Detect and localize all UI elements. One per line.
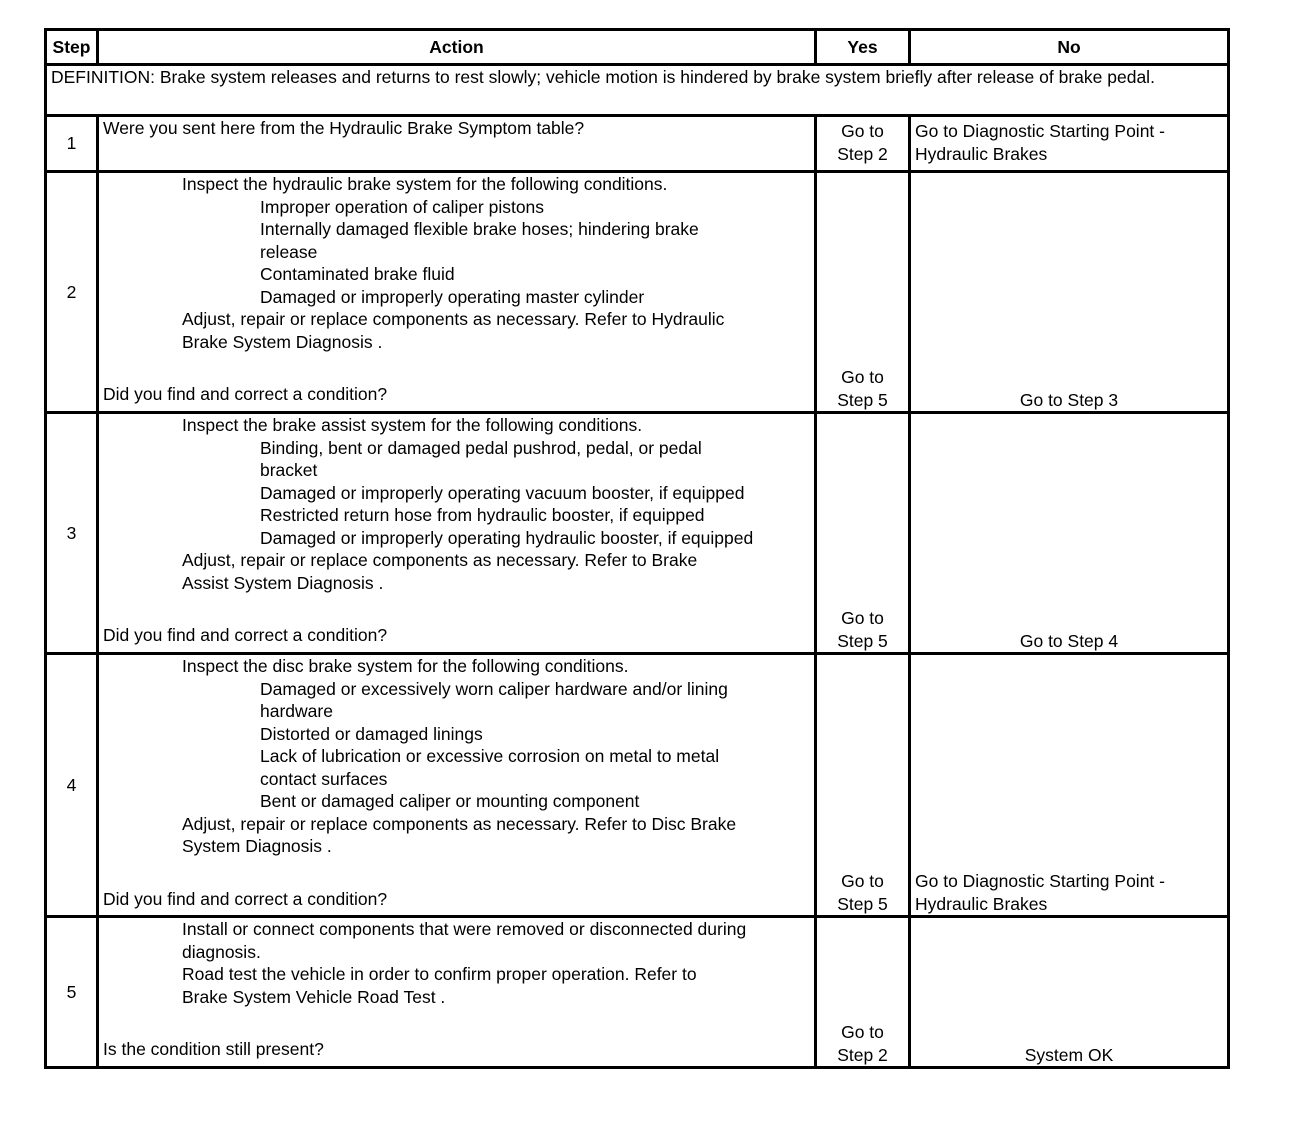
no-cell: System OK (910, 917, 1229, 1068)
condition-item: hardware (260, 701, 333, 721)
definition-text: DEFINITION: Brake system releases and returns to rest slowly; vehicle motion is hindered by brake system briefly after release of brake pedal. (46, 65, 1229, 116)
instruction-text: Adjust, repair or replace components as necessary. Refer to Disc Brake (182, 813, 737, 834)
no-line: Go to Diagnostic Starting Point - (915, 871, 1165, 891)
action-cell (98, 917, 816, 1068)
action-cell (98, 413, 816, 654)
no-cell (910, 116, 1229, 172)
no-cell: Go to Step 3 (910, 172, 1229, 413)
condition-item: bracket (260, 460, 318, 480)
condition-item: Bent or damaged caliper or mounting component (260, 791, 640, 811)
header-row (46, 30, 1229, 65)
action-cell (98, 116, 816, 172)
yes-line: Go to (841, 608, 884, 628)
yes-line: Step 2 (837, 143, 888, 164)
no-line: Hydraulic Brakes (915, 143, 1048, 164)
condition-item: Damaged or excessively worn caliper hardware and/or lining (260, 678, 728, 699)
header-action: Action (98, 30, 816, 65)
question-text: Did you find and correct a condition? (103, 625, 388, 645)
condition-item: Distorted or damaged linings (260, 723, 483, 744)
instruction-text: Brake System Diagnosis . (182, 331, 383, 352)
action-cell (98, 654, 816, 917)
step-number: 4 (46, 654, 98, 917)
condition-item: Damaged or improperly operating vacuum booster, if equipped (260, 482, 745, 503)
table-row (46, 917, 1229, 1068)
condition-item: Lack of lubrication or excessive corrosion on metal to metal (260, 746, 720, 766)
instruction-text: Install or connect components that were removed or disconnected during (182, 919, 747, 939)
instruction-text: diagnosis. (182, 941, 261, 962)
yes-cell (816, 116, 910, 172)
instruction-text: Adjust, repair or replace components as necessary. Refer to Brake (182, 550, 698, 570)
condition-item: Binding, bent or damaged pedal pushrod, pedal, or pedal (260, 437, 702, 458)
instruction-text: System Diagnosis . (182, 836, 332, 856)
question-text: Did you find and correct a condition? (103, 384, 388, 404)
yes-line: Step 5 (837, 389, 888, 410)
condition-item: Contaminated brake fluid (260, 264, 455, 284)
instruction-text: Assist System Diagnosis . (182, 572, 384, 593)
question-text: Did you find and correct a condition? (103, 888, 388, 909)
yes-line: Go to (841, 121, 884, 141)
condition-item: contact surfaces (260, 768, 388, 789)
instruction-text: Inspect the hydraulic brake system for the following conditions. (182, 174, 668, 194)
condition-item: Damaged or improperly operating master cylinder (260, 286, 645, 307)
step-number: 5 (46, 917, 98, 1068)
step-number: 1 (46, 116, 98, 172)
yes-cell (816, 172, 910, 413)
step-number: 2 (46, 172, 98, 413)
no-line: Go to Diagnostic Starting Point - (915, 121, 1165, 141)
no-cell: Go to Step 4 (910, 413, 1229, 654)
yes-line: Step 5 (837, 893, 888, 914)
diagnostic-table (44, 28, 1230, 1069)
yes-line: Go to (841, 871, 884, 891)
header-yes: Yes (816, 30, 910, 65)
instruction-text: Brake System Vehicle Road Test . (182, 986, 446, 1007)
instruction-text: Inspect the disc brake system for the following conditions. (182, 656, 629, 676)
header-no: No (910, 30, 1229, 65)
question-text: Were you sent here from the Hydraulic Brake Symptom table? (103, 118, 585, 138)
condition-item: Restricted return hose from hydraulic booster, if equipped (260, 505, 705, 525)
instruction-text: Road test the vehicle in order to confirm proper operation. Refer to (182, 964, 697, 984)
condition-item: Damaged or improperly operating hydraulic booster, if equipped (260, 527, 754, 548)
header-step: Step (46, 30, 98, 65)
table-row (46, 116, 1229, 172)
yes-cell (816, 413, 910, 654)
instruction-text: Inspect the brake assist system for the following conditions. (182, 415, 643, 435)
definition-row (46, 65, 1229, 116)
yes-cell (816, 654, 910, 917)
yes-line: Step 2 (837, 1044, 888, 1065)
yes-line: Go to (841, 367, 884, 387)
yes-line: Step 5 (837, 630, 888, 651)
no-cell (910, 654, 1229, 917)
table-row (46, 413, 1229, 654)
condition-item: Improper operation of caliper pistons (260, 196, 545, 217)
step-number: 3 (46, 413, 98, 654)
action-cell (98, 172, 816, 413)
condition-item: release (260, 241, 318, 262)
yes-cell (816, 917, 910, 1068)
instruction-text: Adjust, repair or replace components as necessary. Refer to Hydraulic (182, 309, 725, 329)
condition-item: Internally damaged flexible brake hoses; hindering brake (260, 219, 699, 239)
question-text: Is the condition still present? (103, 1039, 324, 1059)
table-row (46, 654, 1229, 917)
no-line: Hydraulic Brakes (915, 893, 1048, 914)
table-row (46, 172, 1229, 413)
yes-line: Go to (841, 1022, 884, 1042)
